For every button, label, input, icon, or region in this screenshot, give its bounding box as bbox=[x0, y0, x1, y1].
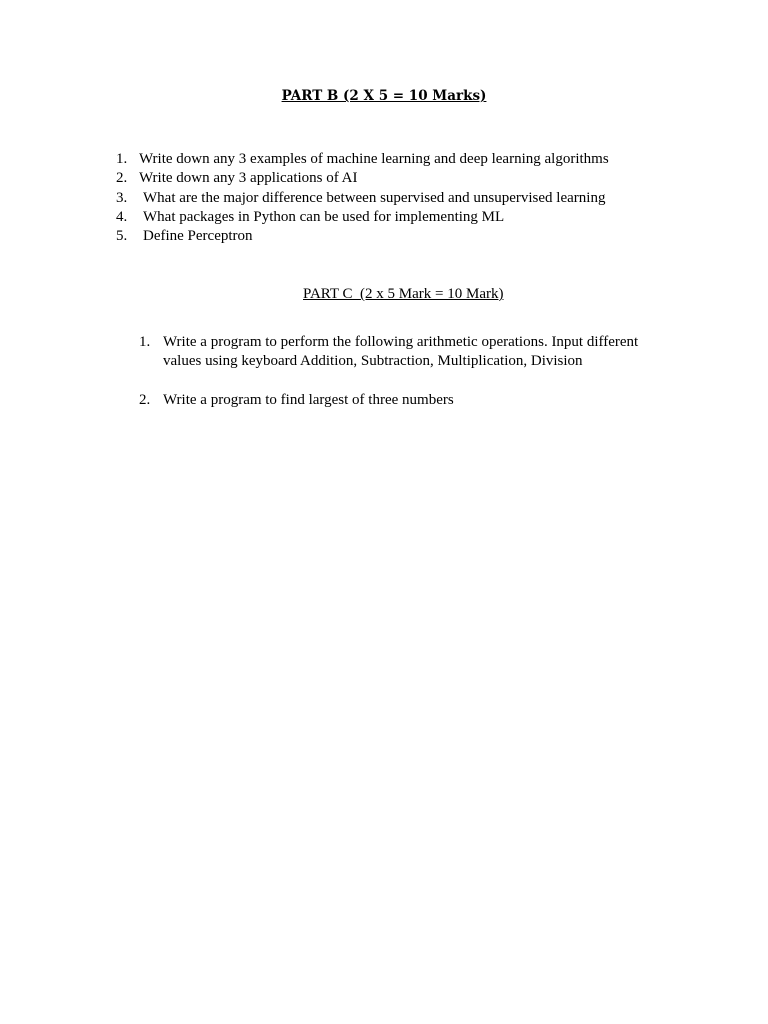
question-number: 4. bbox=[116, 208, 128, 225]
question-number: 5. bbox=[116, 228, 128, 244]
question-text: Write down any 3 applications of AI bbox=[139, 170, 358, 187]
question-text: What are the major difference between supervised and unsupervised learning bbox=[143, 189, 606, 206]
part-b-question bbox=[116, 189, 609, 208]
part-b-question bbox=[116, 150, 609, 169]
part-b-question-list bbox=[116, 150, 609, 246]
question-number: 2. bbox=[116, 170, 128, 187]
question-text: Write a program to find largest of three numbers bbox=[163, 392, 454, 408]
part-c-heading: PART C (2 x 5 Mark = 10 Mark) bbox=[303, 286, 504, 302]
part-b-heading: PART B (2 X 5 = 10 Marks) bbox=[281, 88, 487, 104]
part-c-question bbox=[139, 333, 679, 371]
question-number: 1. bbox=[139, 334, 151, 350]
part-b-question bbox=[116, 227, 609, 246]
question-text: Write down any 3 examples of machine learning and deep learning algorithms bbox=[139, 151, 609, 167]
part-c-question bbox=[139, 391, 679, 410]
part-b-question bbox=[116, 208, 609, 227]
question-text: Write a program to perform the following arithmetic operations. Input different values using keyboard Addition, Subtraction, Multiplication, Division bbox=[163, 334, 639, 369]
part-c-question-list bbox=[139, 333, 679, 410]
question-text: What packages in Python can be used for implementing ML bbox=[143, 208, 505, 225]
question-number: 1. bbox=[116, 151, 128, 167]
question-number: 3. bbox=[116, 189, 128, 206]
question-text: Define Perceptron bbox=[143, 228, 253, 244]
part-b-question bbox=[116, 169, 609, 188]
question-number: 2. bbox=[139, 392, 151, 408]
